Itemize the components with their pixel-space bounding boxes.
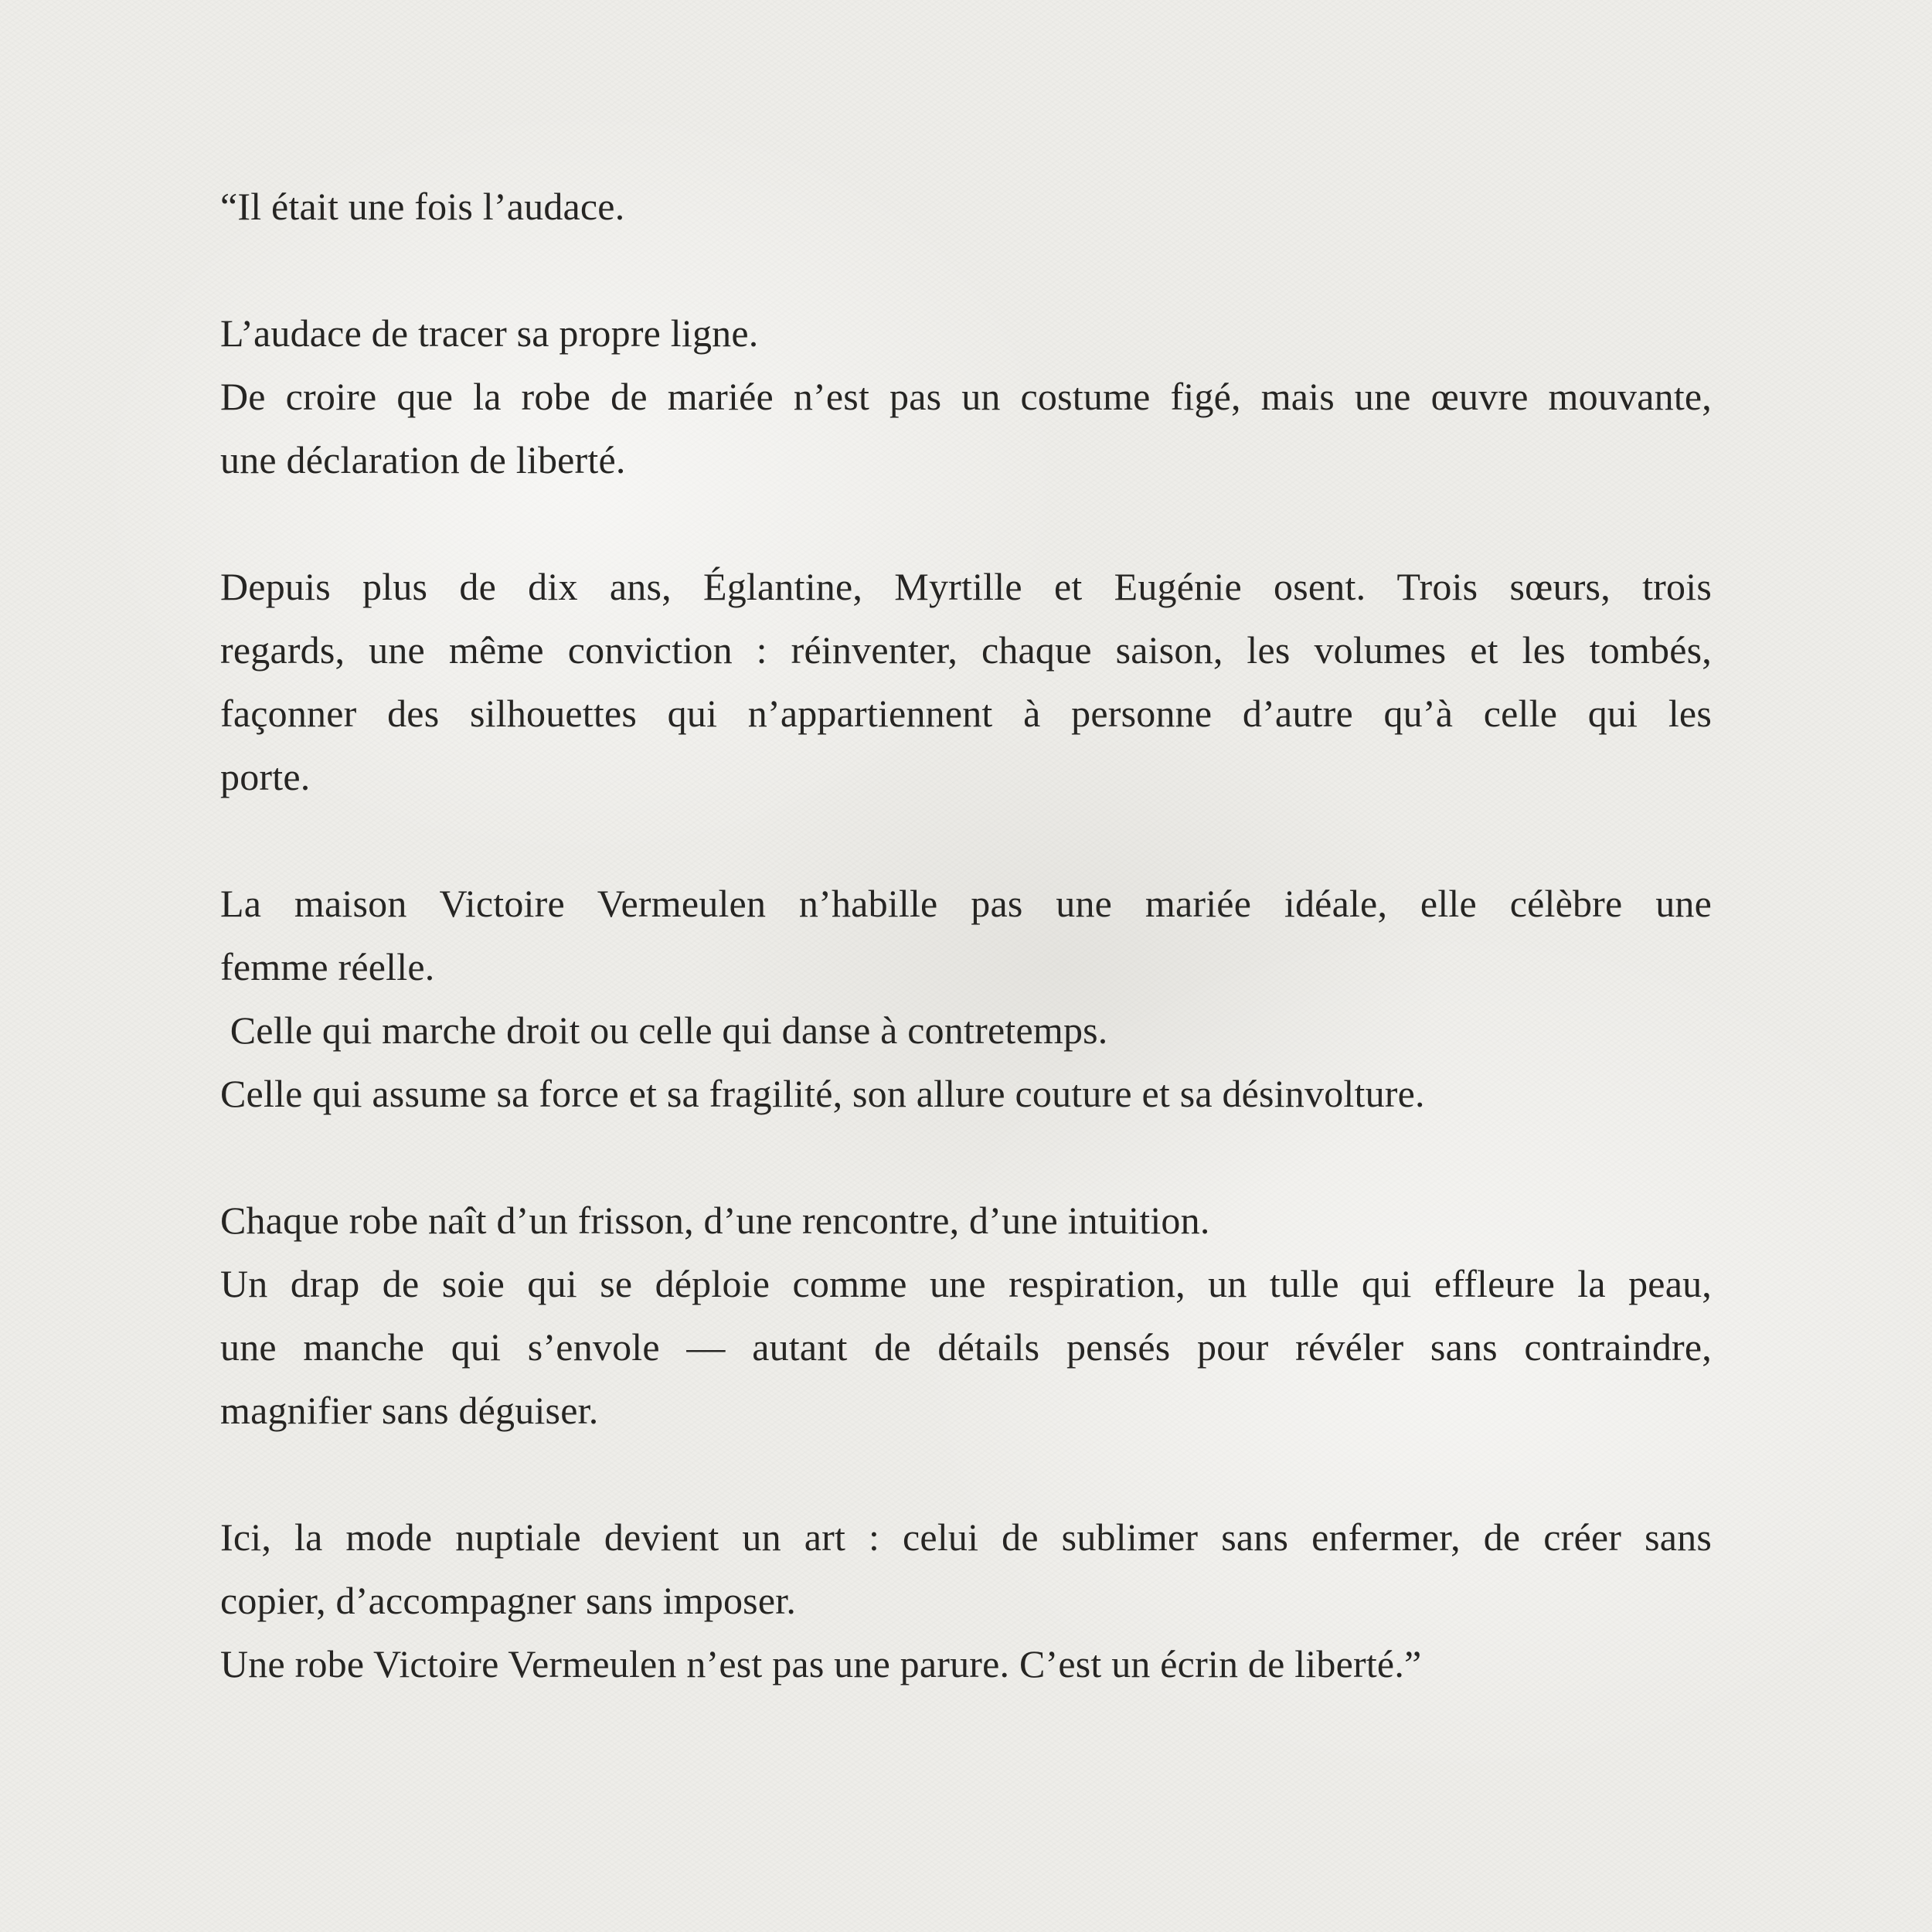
text-line: magnifier sans déguiser.	[220, 1389, 599, 1432]
text-line: De croire que la robe de mariée n’est pas un costume figé, mais une œuvre mouvante,	[220, 375, 1712, 418]
text-line: regards, une même conviction : réinventer, chaque saison, les volumes et les tombés,	[220, 628, 1712, 672]
text-line: façonner des silhouettes qui n’appartiennent à personne d’autre qu’à celle qui les	[220, 692, 1712, 735]
paragraph-2	[220, 301, 1712, 492]
text-line: femme réelle.	[220, 945, 435, 988]
text-line: Un drap de soie qui se déploie comme une respiration, un tulle qui effleure la peau,	[220, 1262, 1712, 1305]
paragraph-4	[220, 872, 1712, 1125]
text-line: Celle qui assume sa force et sa fragilité, son allure couture et sa désinvolture.	[220, 1072, 1425, 1115]
text-line: Ici, la mode nuptiale devient un art : celui de sublimer sans enfermer, de créer sans	[220, 1515, 1712, 1559]
text-line: L’audace de tracer sa propre ligne.	[220, 311, 759, 355]
text-line: porte.	[220, 755, 311, 798]
text-line: La maison Victoire Vermeulen n’habille pas une mariée idéale, elle célèbre une	[220, 882, 1712, 925]
text-line: “Il était une fois l’audace.	[220, 185, 625, 228]
paragraph-6	[220, 1505, 1712, 1696]
text-line: Une robe Victoire Vermeulen n’est pas une parure. C’est un écrin de liberté.”	[220, 1642, 1422, 1685]
text-line: une déclaration de liberté.	[220, 438, 626, 481]
paragraph-3	[220, 555, 1712, 808]
text-line: Depuis plus de dix ans, Églantine, Myrtille et Eugénie osent. Trois sœurs, trois	[220, 565, 1712, 608]
text-line: Chaque robe naît d’un frisson, d’une rencontre, d’une intuition.	[220, 1199, 1210, 1242]
paragraph-5	[220, 1189, 1712, 1442]
manifesto-text	[220, 175, 1712, 1696]
paragraph-1	[220, 175, 1712, 238]
text-line: copier, d’accompagner sans imposer.	[220, 1579, 797, 1622]
text-line: Celle qui marche droit ou celle qui danse à contretemps.	[220, 1009, 1108, 1052]
text-line: une manche qui s’envole — autant de détails pensés pour révéler sans contraindre,	[220, 1325, 1712, 1369]
